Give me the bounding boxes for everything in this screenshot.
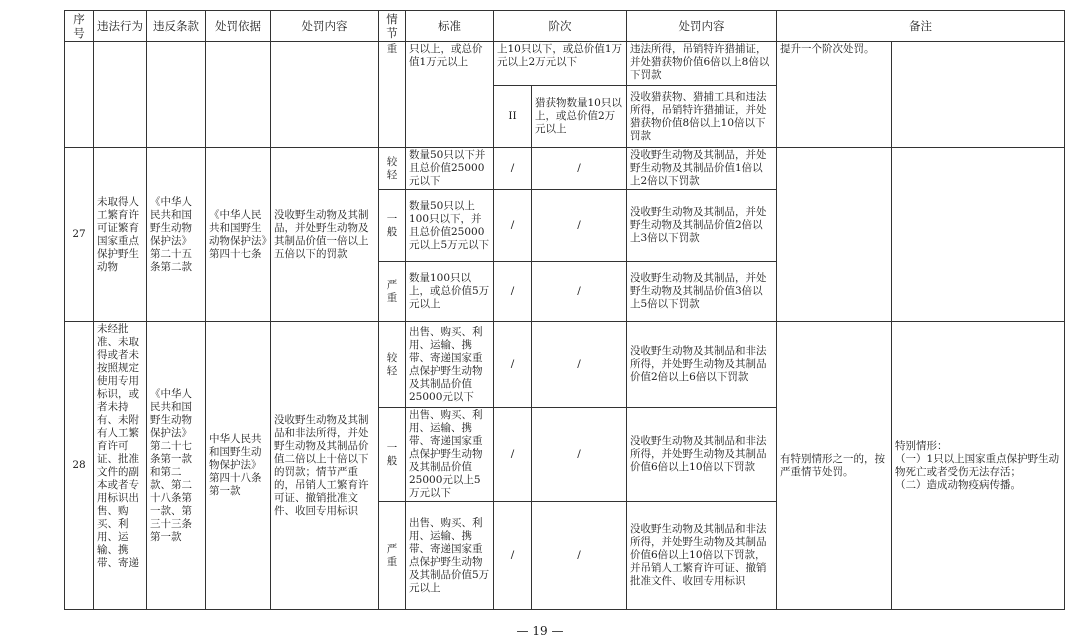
cell (65, 42, 94, 148)
cell (147, 42, 206, 148)
seq-cell: 27 (65, 148, 94, 322)
cell (271, 42, 379, 148)
penalty-cell: 违法所得，吊销特许猎捕证，并处猎获物价值6倍以上8倍以下罚款 (627, 42, 777, 86)
circumstance-cell: 严重 (379, 502, 406, 610)
level-cell: / (532, 148, 627, 190)
level-cell: / (532, 262, 627, 322)
basis-cell: 中华人民共和国野生动物保护法》第四十八条第一款 (206, 322, 271, 610)
standard-cell: 数量50只以下并且总价值25000元以下 (406, 148, 494, 190)
cell (206, 42, 271, 148)
penalty-cell: 没收野生动物及其制品和非法所得，并处野生动物及其制品价值6倍以上10倍以下罚款 (627, 408, 777, 502)
level-cell: / (532, 408, 627, 502)
seq-cell: 28 (65, 322, 94, 610)
table-row (65, 42, 1065, 86)
header-act: 违法行为 (94, 11, 147, 42)
table-row (65, 148, 1065, 190)
header-basis: 处罚依据 (206, 11, 271, 42)
content-cell: 没收野生动物及其制品和非法所得，并处野生动物及其制品价值二倍以上十倍以下的罚款；情节严重的，吊销人工繁育许可证、撤销批准文件、收回专用标识 (271, 322, 379, 610)
basis-cell: 《中华人民共和国野生动物保护法》第四十七条 (206, 148, 271, 322)
table-row (65, 322, 1065, 408)
level-cell: / (494, 502, 532, 610)
clause-cell: 《中华人民共和国野生动物保护法》第二十五条第二款 (147, 148, 206, 322)
standard-cell: 只以上，或总价值1万元以上 (406, 42, 494, 148)
clause-cell: 《中华人民共和国野生动物保护法》第二十七条第一款和第二款、第二十八条第一款、第三十三条第一款 (147, 322, 206, 610)
header-circumstance: 情节 (379, 11, 406, 42)
note-cell: 有特别情形之一的，按严重情节处罚。 (777, 322, 892, 610)
standard-cell: 数量50只以上100只以下，并且总价值25000元以上5万元以下 (406, 190, 494, 262)
remark-title: 特别情形： (895, 439, 948, 452)
level-cell: II (494, 86, 532, 148)
header-level: 阶次 (494, 11, 627, 42)
penalty-cell: 没收野生动物及其制品和非法所得，并处野生动物及其制品价值2倍以上6倍以下罚款 (627, 322, 777, 408)
standard-cell: 出售、购买、利用、运输、携带、寄递国家重点保护野生动物及其制品价值25000元以上5万元以下 (406, 408, 494, 502)
penalty-cell: 没收野生动物及其制品，并处野生动物及其制品价值1倍以上2倍以下罚款 (627, 148, 777, 190)
header-seq: 序号 (65, 11, 94, 42)
remark-item: （二）造成动物疫病传播。 (895, 478, 1021, 491)
level-cell: / (494, 322, 532, 408)
standard-cell: 数量100只以上，或总价值5万元以上 (406, 262, 494, 322)
level-cell: 猎获物数量10只以上，或总价值2万元以上 (532, 86, 627, 148)
remark-cell (892, 42, 1065, 148)
act-cell: 未经批准、未取得或者未按照规定使用专用标识，或者未持有、未附有人工繁育许可证、批准文件的副本或者专用标识出售、购买、利用、运输、携带、寄递 (94, 322, 147, 610)
header-remark: 备注 (777, 11, 1065, 42)
circumstance-cell: 严重 (379, 262, 406, 322)
level-cell: / (494, 148, 532, 190)
circumstance-cell: 较轻 (379, 148, 406, 190)
level-cell: / (494, 262, 532, 322)
note-cell (777, 148, 892, 322)
remark-cell (892, 148, 1065, 322)
act-cell: 未取得人工繁育许可证繁育国家重点保护野生动物 (94, 148, 147, 322)
level-cell: / (494, 190, 532, 262)
penalty-cell: 没收野生动物及其制品，并处野生动物及其制品价值3倍以上5倍以下罚款 (627, 262, 777, 322)
circumstance-cell: 一般 (379, 408, 406, 502)
header-penalty-content: 处罚内容 (627, 11, 777, 42)
header-clause: 违反条款 (147, 11, 206, 42)
level-cell: / (494, 408, 532, 502)
level-cell: / (532, 502, 627, 610)
circumstance-cell: 重 (379, 42, 406, 148)
penalty-cell: 没收猎获物、猎捕工具和违法所得，吊销特许猎捕证，并处猎获物价值8倍以上10倍以下罚款 (627, 86, 777, 148)
penalty-cell: 没收野生动物及其制品和非法所得，并处野生动物及其制品价值6倍以上10倍以下罚款，并吊销人工繁育许可证、撤销批准文件、收回专用标识 (627, 502, 777, 610)
content-cell: 没收野生动物及其制品，并处野生动物及其制品价值一倍以上五倍以下的罚款 (271, 148, 379, 322)
remark-cell (892, 322, 1065, 610)
header-standard: 标准 (406, 11, 494, 42)
level-cell: / (532, 190, 627, 262)
penalty-cell: 没收野生动物及其制品，并处野生动物及其制品价值2倍以上3倍以下罚款 (627, 190, 777, 262)
note-cell: 提升一个阶次处罚。 (777, 42, 892, 148)
circumstance-cell: 较轻 (379, 322, 406, 408)
page-number: — 19 — (516, 624, 564, 638)
level-cell: 上10只以下，或总价值1万元以上2万元以下 (494, 42, 627, 86)
remark-item: （一）1只以上国家重点保护野生动物死亡或者受伤无法存活； (895, 452, 1060, 478)
penalty-table (64, 10, 1065, 610)
header-row (65, 11, 1065, 42)
header-content: 处罚内容 (271, 11, 379, 42)
cell (94, 42, 147, 148)
level-cell: / (532, 322, 627, 408)
standard-cell: 出售、购买、利用、运输、携带、寄递国家重点保护野生动物及其制品价值5万元以上 (406, 502, 494, 610)
circumstance-cell: 一般 (379, 190, 406, 262)
standard-cell: 出售、购买、利用、运输、携带、寄递国家重点保护野生动物及其制品价值25000元以下 (406, 322, 494, 408)
